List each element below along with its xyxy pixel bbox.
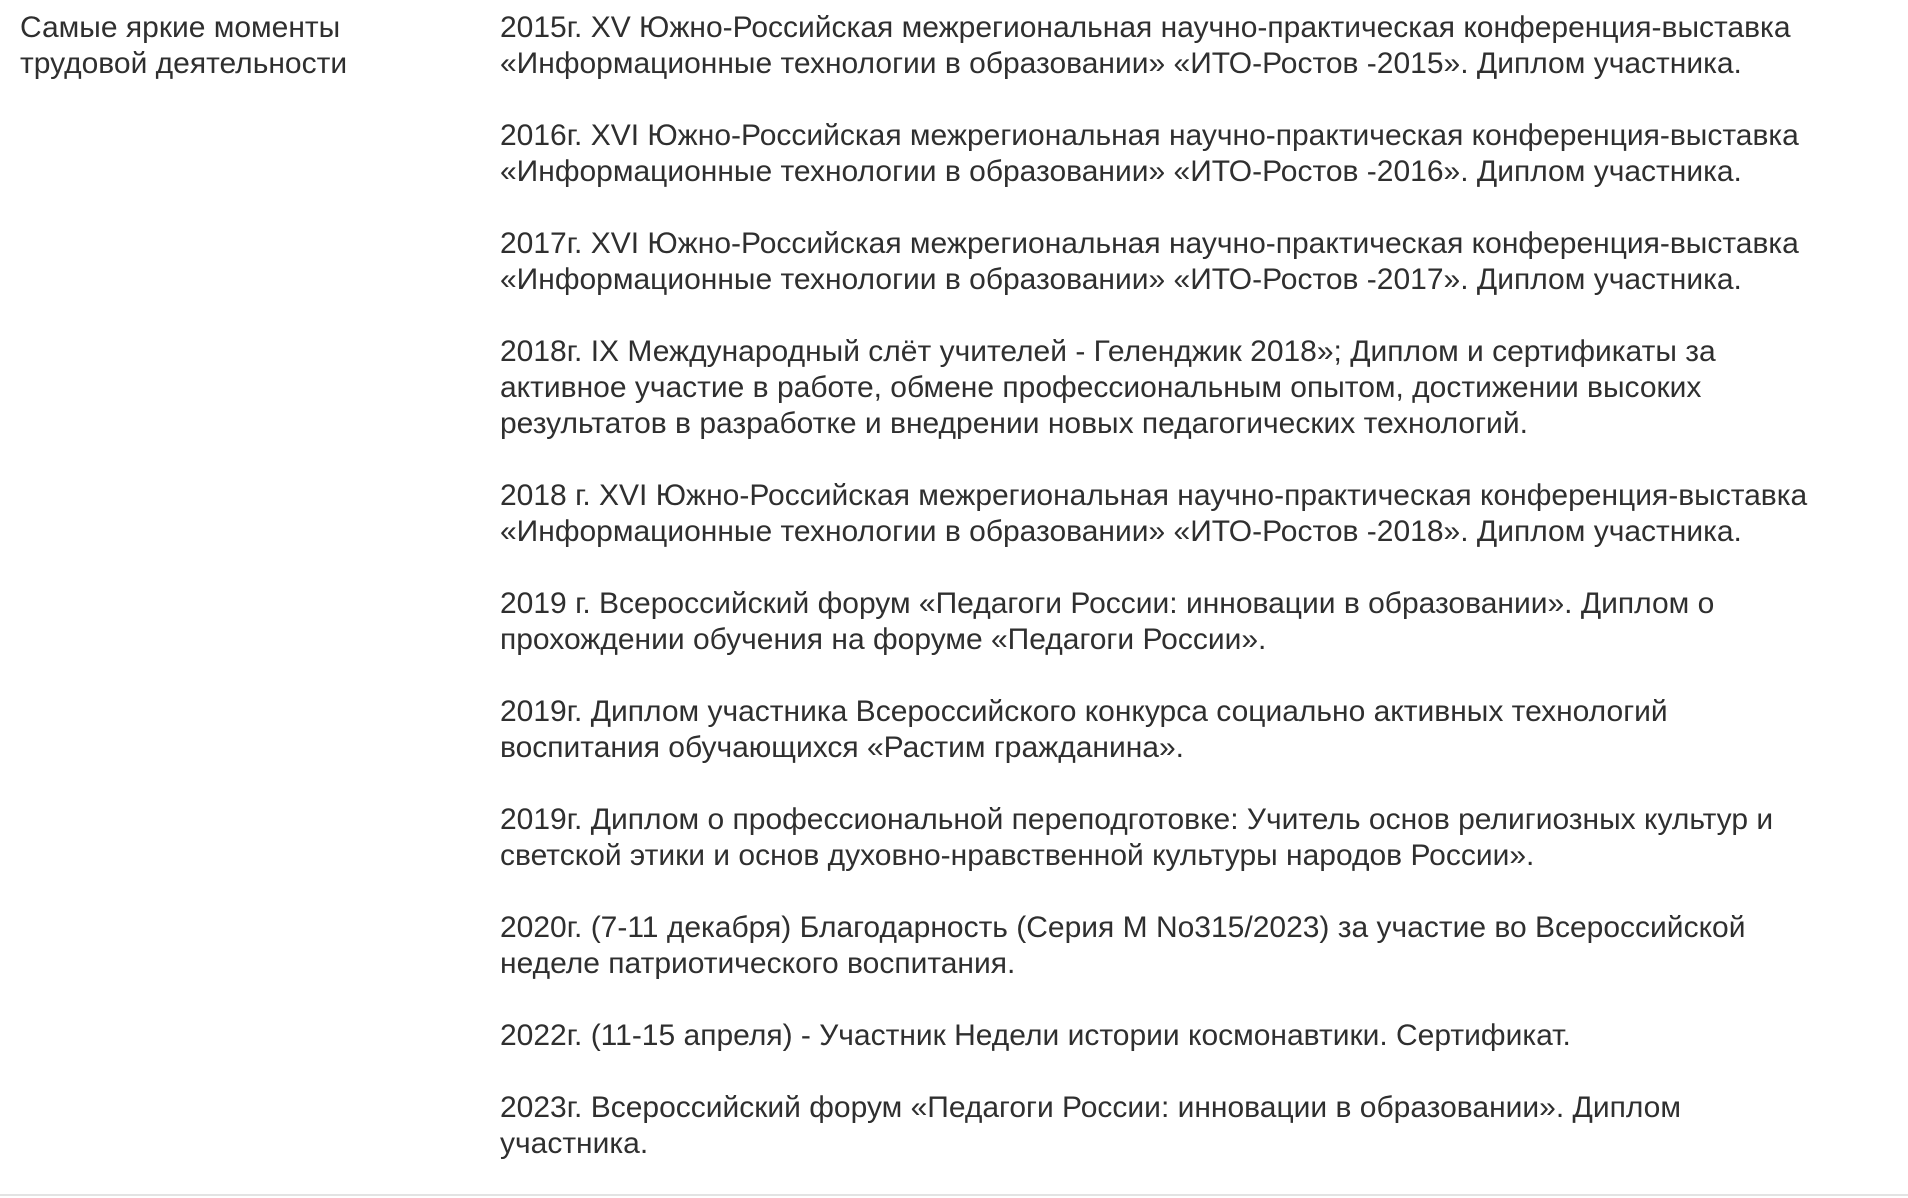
- achievement-item: 2023г. Всероссийский форум «Педагоги России: инновации в образовании». Диплом участника.: [500, 1091, 1681, 1160]
- achievement-item: 2022г. (11-15 апреля) - Участник Недели истории космонавтики. Сертификат.: [500, 1019, 1571, 1052]
- achievement-item: 2020г. (7-11 декабря) Благодарность (Серия М No315/2023) за участие во Всероссийской неделе патриотического воспитания.: [500, 911, 1746, 980]
- achievement-item: 2016г. XVI Южно-Российская межрегиональная научно-практическая конференция-выставка «Информационные технологии в образовании» «ИТО-Ростов -2016». Диплом участника.: [500, 119, 1799, 188]
- achievement-item: 2019г. Диплом о профессиональной переподготовке: Учитель основ религиозных культур и светской этики и основ духовно-нравственной культуры народов России».: [500, 803, 1774, 872]
- achievement-item: 2017г. XVI Южно-Российская межрегиональная научно-практическая конференция-выставка «Информационные технологии в образовании» «ИТО-Ростов -2017». Диплом участника.: [500, 227, 1799, 296]
- achievement-item: 2019г. Диплом участника Всероссийского конкурса социально активных технологий воспитания обучающихся «Растим гражданина».: [500, 695, 1668, 764]
- achievement-item: 2018 г. XVI Южно-Российская межрегиональная научно-практическая конференция-выставка «Информационные технологии в образовании» «ИТО-Ростов -2018». Диплом участника.: [500, 479, 1808, 548]
- achievement-item: 2019 г. Всероссийский форум «Педагоги России: инновации в образовании». Диплом о прохождении обучения на форуме «Педагоги России».: [500, 587, 1715, 656]
- achievement-item: 2015г. XV Южно-Российская межрегиональная научно-практическая конференция-выставка «Информационные технологии в образовании» «ИТО-Ростов -2015». Диплом участника.: [500, 11, 1791, 80]
- achievements-list: [500, 10, 1900, 1198]
- achievement-item: 2018г. IX Международный слёт учителей - Геленджик 2018»; Диплом и сертификаты за активное участие в работе, обмене профессиональным опытом, достижении высоких результатов в разработке и внедрении новых педагогических технологий.: [500, 335, 1716, 440]
- section-label: Самые яркие моменты трудовой деятельности: [20, 11, 348, 80]
